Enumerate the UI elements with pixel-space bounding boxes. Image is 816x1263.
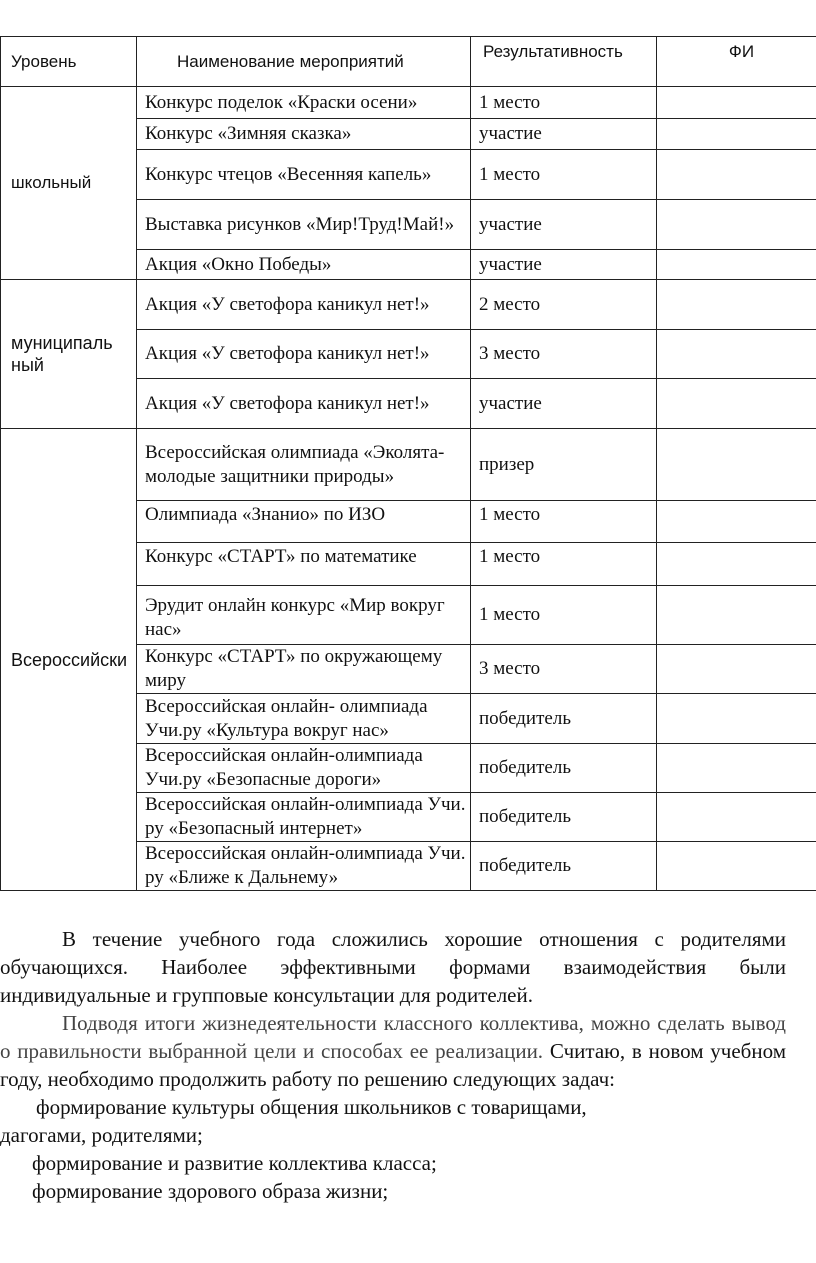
result-cell: 1 место (471, 150, 657, 200)
event-cell: Акция «У светофора каникул нет!» (137, 330, 471, 379)
name-cell (657, 501, 816, 543)
results-table (0, 36, 816, 891)
event-cell: Конкурс поделок «Краски осени» (137, 87, 471, 119)
event-cell: Акция «Окно Победы» (137, 250, 471, 280)
header-event: Наименование мероприятий (137, 37, 471, 87)
result-cell: участие (471, 200, 657, 250)
result-cell: 1 место (471, 543, 657, 586)
result-cell: 1 место (471, 501, 657, 543)
table-header-row (1, 37, 816, 87)
body-text (0, 925, 786, 1205)
paragraph-summary (0, 1009, 786, 1093)
name-cell (657, 645, 816, 694)
header-level: Уровень (1, 37, 137, 87)
result-cell: участие (471, 119, 657, 150)
name-cell (657, 842, 816, 891)
task-item-collective: формирование и развитие коллектива класса; (32, 1151, 437, 1175)
event-cell: Конкурс «СТАРТ» по математике (137, 543, 471, 586)
event-cell: Всероссийская онлайн-олимпиада Учи. ру «Безопасный интернет» (137, 793, 471, 842)
header-result: Результативность (471, 37, 657, 87)
result-cell: победитель (471, 793, 657, 842)
name-cell (657, 200, 816, 250)
paragraph-parents: В течение учебного года сложились хорошие отношения с родителями обучающихся. Наиболее эффективными формами взаимодействия были индивидуальные и групповые консультации для родителей. (0, 927, 786, 1007)
level-cell-all-russian: Всероссийски (1, 429, 137, 891)
event-cell: Всероссийская онлайн- олимпиада Учи.ру «Культура вокруг нас» (137, 694, 471, 744)
name-cell (657, 150, 816, 200)
summary-intro: Подводя итоги жизнедеятельности классного коллектива, можно сделать вывод о правильности выбранной цели и способах ее реализации. (0, 1011, 786, 1063)
result-cell: призер (471, 429, 657, 501)
name-cell (657, 330, 816, 379)
event-cell: Всероссийская онлайн-олимпиада Учи. ру «Ближе к Дальнему» (137, 842, 471, 891)
event-cell: Всероссийская олимпиада «Эколята- молодые защитники природы» (137, 429, 471, 501)
name-cell (657, 694, 816, 744)
table-row (1, 429, 816, 501)
name-cell (657, 793, 816, 842)
name-cell (657, 543, 816, 586)
event-cell: Конкурс чтецов «Весенняя капель» (137, 150, 471, 200)
result-cell: победитель (471, 744, 657, 793)
level-cell-municipal: муниципаль ный (1, 280, 137, 429)
name-cell (657, 119, 816, 150)
result-cell: участие (471, 250, 657, 280)
name-cell (657, 744, 816, 793)
event-cell: Акция «У светофора каникул нет!» (137, 379, 471, 429)
event-cell: Конкурс «СТАРТ» по окружающему миру (137, 645, 471, 694)
event-cell: Конкурс «Зимняя сказка» (137, 119, 471, 150)
event-cell: Акция «У светофора каникул нет!» (137, 280, 471, 330)
event-cell: Эрудит онлайн конкурс «Мир вокруг нас» (137, 586, 471, 645)
task-item-health: формирование здорового образа жизни; (32, 1179, 389, 1203)
event-cell: Всероссийская онлайн-олимпиада Учи.ру «Безопасные дороги» (137, 744, 471, 793)
result-cell: 3 место (471, 330, 657, 379)
result-cell: победитель (471, 842, 657, 891)
table-row (1, 280, 816, 330)
task-item-communication-cont: дагогами, родителями; (0, 1123, 203, 1147)
event-cell: Олимпиада «Знанио» по ИЗО (137, 501, 471, 543)
name-cell (657, 250, 816, 280)
level-cell-school: школьный (1, 87, 137, 280)
name-cell (657, 379, 816, 429)
name-cell (657, 429, 816, 501)
header-name: ФИ (657, 37, 816, 87)
result-cell: 1 место (471, 586, 657, 645)
result-cell: победитель (471, 694, 657, 744)
name-cell (657, 87, 816, 119)
event-cell: Выставка рисунков «Мир!Труд!Май!» (137, 200, 471, 250)
task-item-communication: формирование культуры общения школьников с товарищами, (36, 1095, 587, 1119)
summary-tasks-intro: Считаю, в новом учебном году, необходимо продолжить работу по решению следующих задач: (0, 1039, 786, 1091)
table-row (1, 87, 816, 119)
name-cell (657, 586, 816, 645)
name-cell (657, 280, 816, 330)
result-cell: 3 место (471, 645, 657, 694)
results-table-wrapper (0, 36, 816, 891)
result-cell: 2 место (471, 280, 657, 330)
result-cell: участие (471, 379, 657, 429)
result-cell: 1 место (471, 87, 657, 119)
